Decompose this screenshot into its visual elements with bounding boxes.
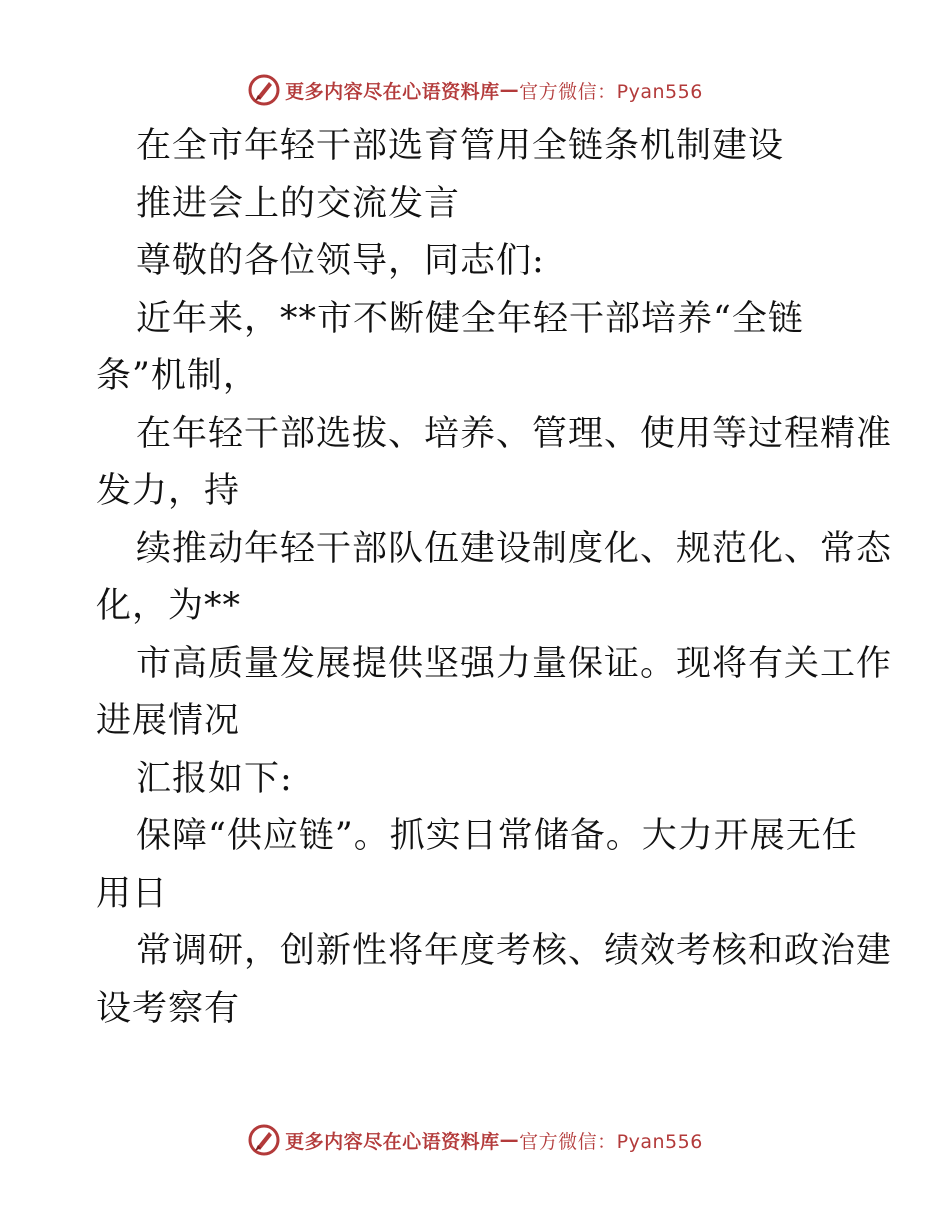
watermark-suffix: 官方微信：Pyan556 — [519, 1130, 703, 1153]
document-line: 尊敬的各位领导，同志们: — [136, 241, 545, 281]
document-line: 保障“供应链”。抓实日常储备。大力开展无任 — [136, 816, 858, 856]
watermark-text: 更多内容尽在心语资料库 — [285, 80, 500, 103]
document-line: 推进会上的交流发言 — [136, 183, 461, 224]
document-line: 进展情况 — [96, 701, 241, 741]
document-line: 设考察有 — [96, 988, 241, 1029]
document-line: 化，为** — [96, 586, 242, 626]
watermark-text: 更多内容尽在心语资料库 — [285, 1130, 500, 1153]
footer-watermark — [0, 1120, 950, 1160]
document-line: 在全市年轻干部选育管用全链条机制建设 — [136, 126, 785, 166]
document-line: 汇报如下: — [136, 758, 293, 799]
pen-circle-logo-icon — [247, 1123, 281, 1157]
document-line: 条”机制， — [96, 356, 259, 396]
watermark-separator: — — [499, 79, 520, 101]
document-line: 常调研，创新性将年度考核、绩效考核和政治建 — [136, 931, 893, 971]
pen-circle-logo-icon — [247, 73, 281, 107]
header-watermark — [0, 70, 950, 110]
document-body — [96, 118, 893, 1038]
document-line: 用日 — [96, 873, 169, 914]
watermark-suffix: 官方微信：Pyan556 — [519, 80, 703, 103]
document-line: 在年轻干部选拔、培养、管理、使用等过程精准 — [136, 413, 893, 454]
watermark-separator: — — [499, 1129, 520, 1151]
document-line: 续推动年轻干部队伍建设制度化、规范化、常态 — [136, 528, 893, 569]
document-line: 发力，持 — [96, 471, 241, 511]
document-line: 近年来，**市不断健全年轻干部培养“全链 — [136, 298, 804, 339]
document-line: 市高质量发展提供坚强力量保证。现将有关工作 — [136, 643, 893, 684]
